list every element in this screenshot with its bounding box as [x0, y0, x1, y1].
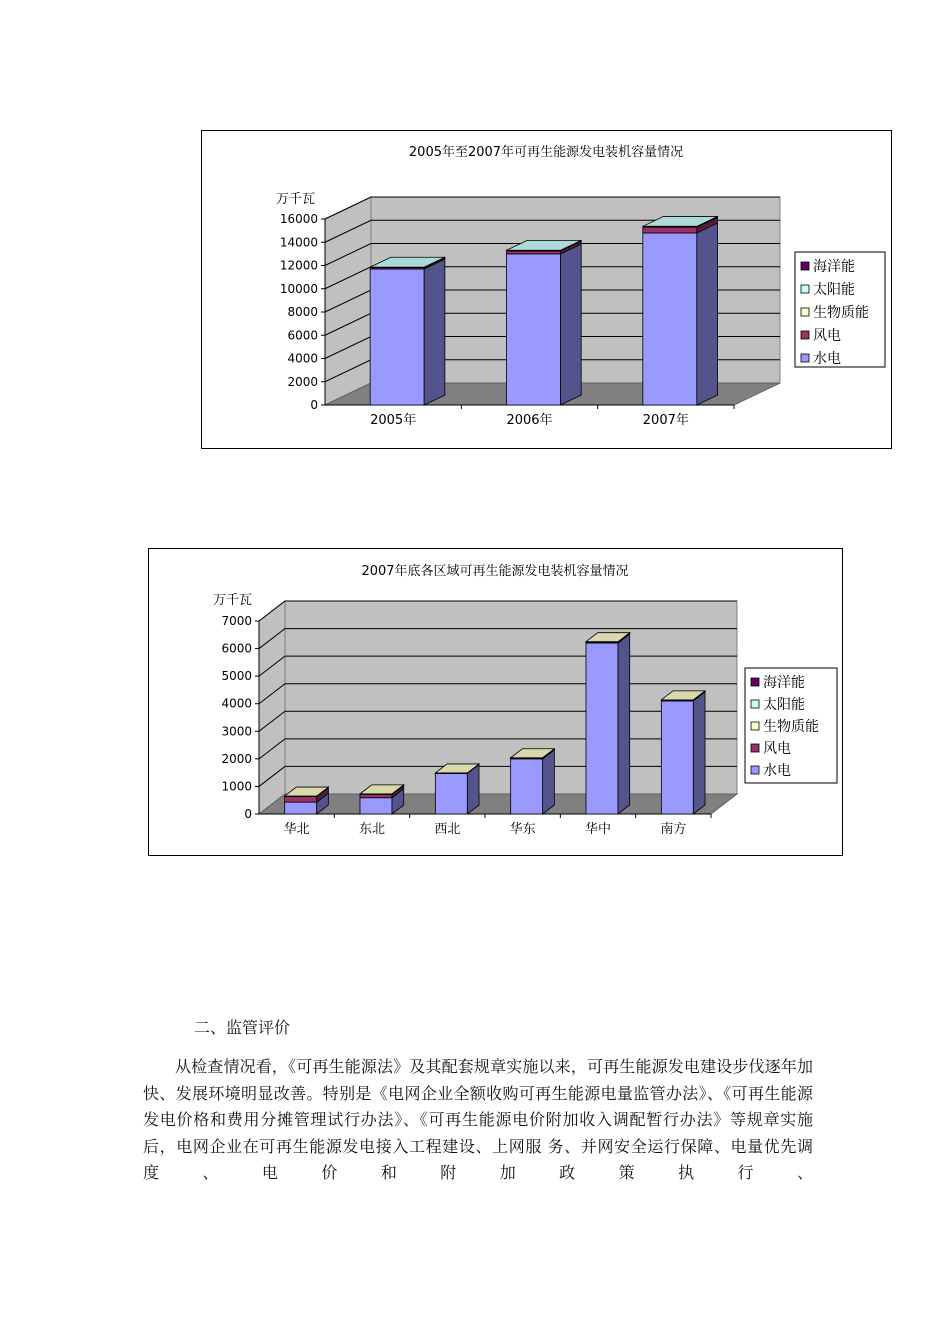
y-tick-label: 6000: [287, 328, 318, 343]
legend-swatch: [801, 331, 809, 339]
y-tick-label: 8000: [287, 305, 318, 319]
legend-label: 太阳能: [763, 697, 805, 713]
legend-swatch: [801, 285, 809, 293]
y-axis-label: 万千瓦: [213, 593, 253, 608]
bar-segment: [435, 773, 467, 814]
y-tick-label: 6000: [221, 641, 252, 656]
bar-segment: [360, 798, 392, 814]
side-wall: [259, 601, 285, 814]
bar-segment: [643, 227, 697, 233]
bar-segment-side: [424, 259, 445, 405]
x-tick-label: 2006年: [506, 413, 553, 428]
legend-label: 水电: [763, 763, 791, 779]
y-tick-label: 0: [310, 398, 318, 412]
bar-segment: [643, 233, 697, 405]
y-tick-label: 10000: [279, 281, 318, 296]
y-tick-label: 7000: [221, 614, 252, 628]
y-tick-label: 4000: [287, 351, 318, 366]
legend-swatch: [801, 354, 809, 362]
chart-title: 2005年至2007年可再生能源发电装机容量情况: [408, 145, 684, 160]
chart-canvas: [202, 131, 891, 448]
legend-swatch: [751, 678, 759, 686]
x-tick-label: 华北: [283, 822, 310, 837]
y-tick-label: 4000: [221, 696, 252, 711]
legend-label: 风电: [763, 741, 791, 757]
legend-label: 海洋能: [813, 259, 855, 275]
bar-segment-side: [693, 692, 705, 814]
legend-swatch: [801, 262, 809, 270]
y-axis-label: 万千瓦: [276, 192, 316, 207]
body-paragraph: [143, 1054, 813, 1187]
legend-label: 水电: [813, 351, 841, 367]
legend-swatch: [751, 722, 759, 730]
chart-canvas: [149, 549, 842, 855]
chart-regional-capacity-2007: [148, 548, 843, 856]
legend-label: 太阳能: [813, 282, 855, 298]
y-tick-label: 5000: [221, 669, 252, 684]
chart-title: 2007年底各区域可再生能源发电装机容量情况: [361, 564, 629, 579]
y-tick-label: 12000: [279, 258, 318, 273]
bar-segment-side: [543, 750, 555, 814]
y-tick-label: 0: [244, 807, 252, 821]
bar-segment: [285, 797, 317, 803]
y-tick-label: 3000: [221, 724, 252, 739]
legend-label: 风电: [813, 328, 841, 344]
y-tick-label: 16000: [279, 212, 318, 226]
legend-label: 生物质能: [763, 719, 819, 735]
bar-segment: [370, 269, 424, 405]
legend-swatch: [751, 766, 759, 774]
legend-swatch: [751, 700, 759, 708]
x-tick-label: 2005年: [370, 413, 417, 428]
x-tick-label: 南方: [660, 822, 687, 837]
bar-segment: [586, 643, 618, 814]
chart-installed-capacity-2005-2007: [201, 130, 892, 449]
bar-segment-side: [697, 223, 718, 405]
y-tick-label: 1000: [221, 779, 252, 794]
y-tick-label: 2000: [287, 374, 318, 389]
legend-label: 海洋能: [763, 675, 805, 691]
bar-segment: [285, 802, 317, 814]
bar-segment: [661, 701, 693, 814]
x-tick-label: 华东: [509, 822, 536, 837]
bar-segment-side: [561, 244, 582, 405]
x-tick-label: 东北: [358, 822, 386, 837]
paragraph-text: 从检查情况看，《可再生能源法》及其配套规章实施以来，可再生能源发电建设步伐逐年加快、发展环境明显改善。特别是《电网企业全额收购可再生能源电量监管办法》、《可再生能源发电价格和费用分摊管理试行办法》、《可再生能源电价附加收入调配暂行办法》等规章实施后，电网企业在可再生能源发电接入工程建设、上网服 务、并网安全运行保障、电量优先调度、电价和附加政策执行、: [143, 1057, 813, 1182]
bar-segment: [507, 254, 561, 405]
bar-segment-side: [618, 634, 630, 814]
legend-swatch: [801, 308, 809, 316]
bar-segment: [511, 759, 543, 814]
y-tick-label: 2000: [221, 751, 252, 766]
section-heading: 二、监管评价: [194, 1018, 291, 1037]
y-tick-label: 14000: [279, 235, 318, 250]
x-tick-label: 华中: [584, 822, 612, 837]
legend-swatch: [751, 744, 759, 752]
x-tick-label: 西北: [434, 822, 461, 837]
legend-label: 生物质能: [813, 305, 869, 321]
bar-segment: [507, 251, 561, 254]
x-tick-label: 2007年: [642, 413, 689, 428]
bar-segment: [360, 794, 392, 797]
